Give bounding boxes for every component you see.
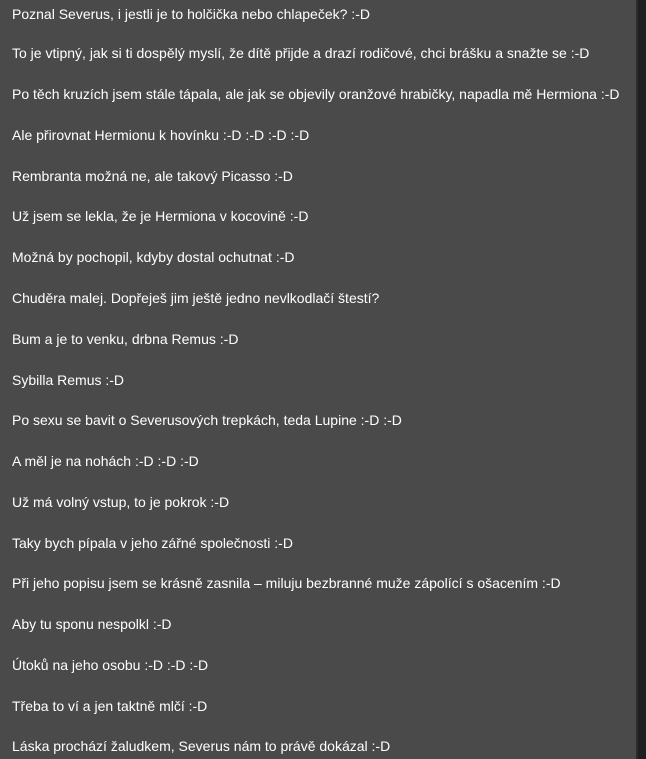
comment-line: Po těch kruzích jsem stále tápala, ale jak se objevily oranžové hrabičky, napadla mě Hermiona :-D [12,86,620,102]
comment-line: Bum a je to venku, drbna Remus :-D [12,331,239,347]
comment-line: Rembranta možná ne, ale takový Picasso :-D [12,168,293,184]
comment-line: To je vtipný, jak si ti dospělý myslí, že dítě přijde a drazí rodičové, chci brášku a snažte se :-D [12,45,590,61]
comment-line: Aby tu sponu nespolkl :-D [12,616,172,632]
comment-line: Už má volný vstup, to je pokrok :-D [12,494,230,510]
comment-line: Taky bych pípala v jeho zářné společnosti :-D [12,535,293,551]
comment-line: Láska prochází žaludkem, Severus nám to právě dokázal :-D [12,738,391,754]
comment-line: Sybilla Remus :-D [12,372,125,388]
comment-line: Možná by pochopil, kdyby dostal ochutnat :-D [12,249,295,265]
comment-line: Chuděra malej. Dopřeješ jim ještě jedno nevlkodlačí štestí? [12,290,380,306]
comment-line: Při jeho popisu jsem se krásně zasnila – miluju bezbranné muže zápolící s ošacením :-D [12,575,561,591]
comment-line: Útoků na jeho osobu :-D :-D :-D [12,657,209,673]
comment-line: Ale přirovnat Hermionu k hovínku :-D :-D :-D :-D [12,127,310,143]
comment-line: Po sexu se bavit o Severusových trepkách, teda Lupine :-D :-D [12,412,402,428]
comment-line: Už jsem se lekla, že je Hermiona v kocovině :-D [12,208,309,224]
comment-line: A měl je na nohách :-D :-D :-D [12,453,199,469]
comment-line: Poznal Severus, i jestli je to holčička nebo chlapeček? :-D [12,6,370,22]
comment-line: Třeba to ví a jen taktně mlčí :-D [12,698,208,714]
